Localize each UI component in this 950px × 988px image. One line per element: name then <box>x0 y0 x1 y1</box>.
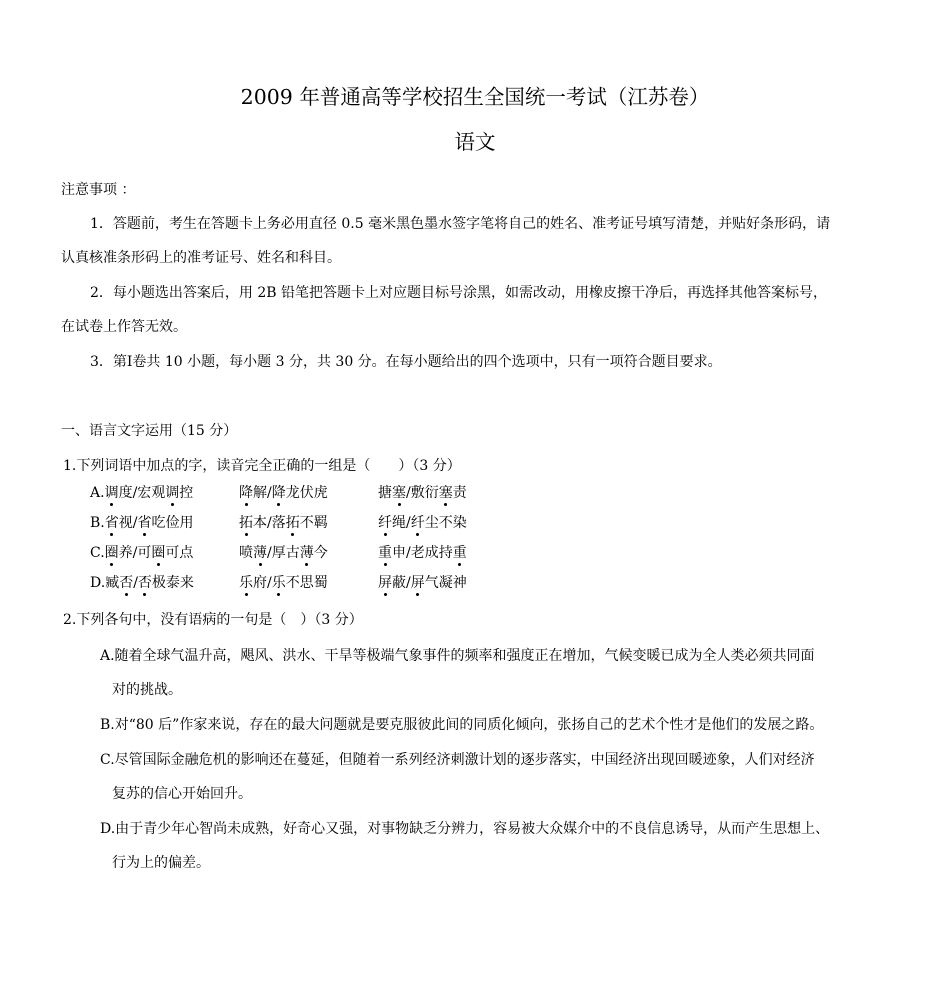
q2-option-c-line2: 复苏的信心开始回升。 <box>112 786 252 802</box>
q2-option-c-line1: C.尽管国际金融危机的影响还在蔓延，但随着一系列经济刺激计划的逐步落实，中国经济出现回暖迹象，人们对经济 <box>100 752 815 768</box>
q1-option-b-2: 拓本/落拓不羁 <box>239 515 328 531</box>
q1-option-b-1: B.省视/省吃俭用 <box>90 515 194 531</box>
q2-option-a-line1: A.随着全球气温升高，飓风、洪水、干旱等极端气象事件的频率和强度正在增加，气候变暖已成为全人类必须共同面 <box>100 648 815 664</box>
q2-stem: 2.下列各句中，没有语病的一句是（ ）（3 分） <box>63 612 363 628</box>
q1-option-a-1: A.调度/宏观调控 <box>90 485 194 501</box>
q2-option-b-line1: B.对“80 后”作家来说，存在的最大问题就是要克服彼此间的同质化倾向，张扬自己的艺术个性才是他们的发展之路。 <box>100 717 824 733</box>
q1-option-d-3: 屏蔽/屏气凝神 <box>378 575 467 591</box>
subject-title: 语文 <box>454 130 496 154</box>
q1-option-d-1: D.臧否/否极泰来 <box>90 575 194 591</box>
q1-option-a-3: 搪塞/敷衍塞责 <box>378 485 467 501</box>
section1-heading: 一、语言文字运用（15 分） <box>61 423 238 439</box>
note-1-line2: 认真核准条形码上的准考证号、姓名和科目。 <box>61 250 341 266</box>
note-2-line1: 2．每小题选出答案后，用 2B 铅笔把答题卡上对应题目标号涂黑，如需改动，用橡皮擦干净后，再选择其他答案标号， <box>90 285 827 301</box>
q1-stem: 1.下列词语中加点的字，读音完全正确的一组是（ ）（3 分） <box>63 458 461 474</box>
note-2-line2: 在试卷上作答无效。 <box>61 319 187 335</box>
q2-option-d-line2: 行为上的偏差。 <box>112 855 210 871</box>
q2-option-a-line2: 对的挑战。 <box>112 682 182 698</box>
q1-option-b-3: 纤绳/纤尘不染 <box>378 515 467 531</box>
notes-heading: 注意事项 ： <box>61 182 136 198</box>
exam-title: 2009 年普通高等学校招生全国统一考试（江苏卷） <box>240 85 710 109</box>
q1-option-c-3: 重申/老成持重 <box>378 545 467 561</box>
q2-option-d-line1: D.由于青少年心智尚未成熟，好奇心又强，对事物缺乏分辨力，容易被大众媒介中的不良信息诱导，从而产生思想上、 <box>100 821 830 837</box>
q1-option-a-2: 降解/降龙伏虎 <box>239 485 328 501</box>
q1-option-c-2: 喷薄/厚古薄今 <box>239 545 328 561</box>
note-1-line1: 1．答题前，考生在答题卡上务必用直径 0.5 毫米黑色墨水签字笔将自己的姓名、准考证号填写清楚，并贴好条形码，请 <box>90 216 831 232</box>
note-3-line1: 3．第Ⅰ卷共 10 小题，每小题 3 分，共 30 分。在每小题给出的四个选项中，只有一项符合题目要求。 <box>90 354 722 370</box>
q1-option-c-1: C.圈养/可圈可点 <box>90 545 194 561</box>
q1-option-d-2: 乐府/乐不思蜀 <box>239 575 328 591</box>
